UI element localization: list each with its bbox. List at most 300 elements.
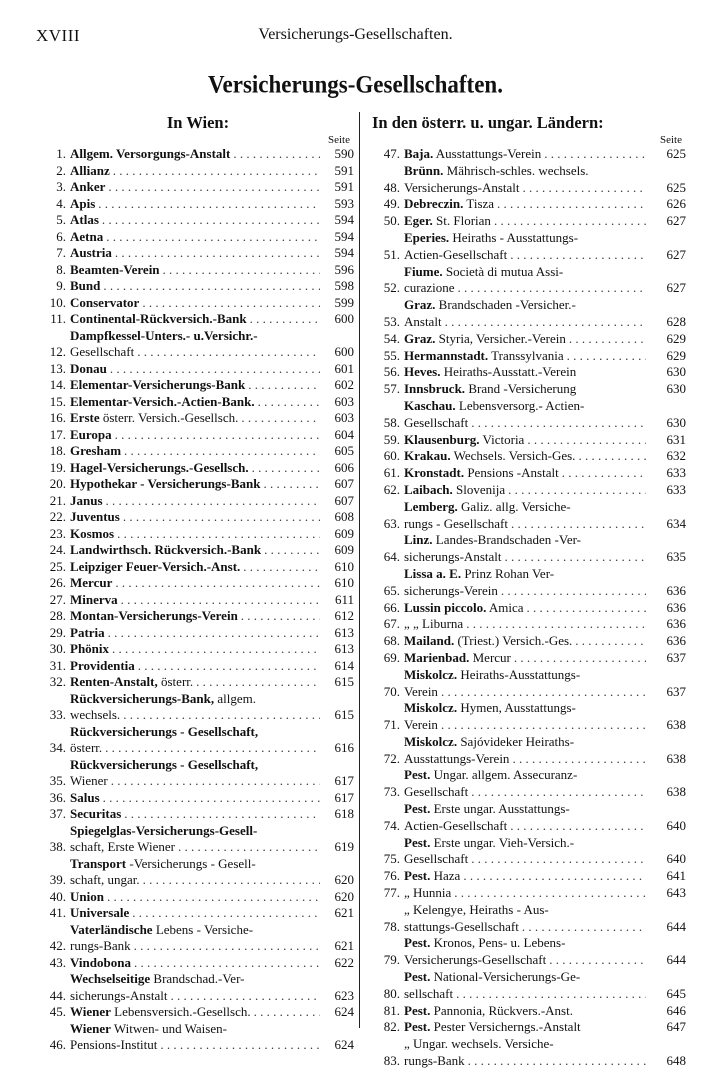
leader-dots	[463, 868, 646, 885]
entry-text	[70, 427, 320, 444]
entry-page-number: 594	[334, 212, 354, 227]
entry-description: National-Versicherungs-Ge-	[430, 969, 581, 985]
list-item	[42, 889, 354, 906]
entry-page-number: 606	[334, 459, 354, 475]
leader-dots	[456, 986, 646, 1003]
list-item	[366, 767, 686, 801]
entry-page-number: 591	[334, 179, 354, 194]
entry-page-number: 634	[666, 515, 686, 531]
entry-page-number: 625	[666, 146, 686, 161]
entry-page-number: 645	[666, 985, 686, 1001]
entry-name: Conservator	[70, 294, 140, 310]
list-item	[42, 460, 354, 477]
entry-description: curazione	[404, 280, 455, 296]
entry-page-number: 603	[334, 393, 354, 409]
entry-name: Pest.	[404, 767, 431, 783]
entry-number: 48.	[383, 179, 400, 195]
entry-page-number: 620	[334, 872, 354, 887]
entry-name: Beamten-Verein	[70, 261, 160, 277]
entry-name: Marienbad.	[404, 649, 470, 665]
leader-dots	[98, 196, 320, 213]
entry-text	[404, 163, 646, 197]
entry-text	[70, 212, 320, 229]
entry-number: 71.	[383, 717, 400, 733]
entry-name: Montan-Versicherungs-Verein	[70, 608, 238, 623]
entry-text	[404, 868, 646, 885]
entry-text	[70, 394, 320, 411]
list-item	[42, 361, 354, 378]
entry-page-number: 596	[334, 261, 354, 277]
entry-text	[70, 790, 320, 807]
leader-dots	[501, 583, 646, 600]
list-item	[366, 700, 686, 734]
entry-name: Patria	[70, 624, 105, 640]
entry-description: stattungs-Gesellschaft	[404, 918, 519, 934]
entry-page-number: 623	[334, 987, 354, 1003]
entry-page-number: 608	[334, 509, 354, 524]
leader-dots	[124, 806, 320, 823]
entry-number: 8.	[56, 261, 66, 277]
entry-number: 53.	[383, 313, 400, 329]
entry-page-number: 627	[666, 280, 686, 296]
entry-number: 18.	[49, 443, 66, 458]
leader-dots	[562, 465, 646, 482]
entry-number: 23.	[49, 525, 66, 541]
entry-page-number: 625	[666, 179, 686, 195]
entry-number: 13.	[49, 360, 66, 376]
entry-description: sicherungs-Anstalt	[404, 549, 502, 565]
leader-dots	[124, 443, 320, 460]
entry-description: österr. Versich.-Gesellsch.	[99, 410, 239, 425]
entry-text	[70, 889, 320, 906]
leader-dots	[494, 213, 646, 230]
entry-number: 82.	[383, 1019, 400, 1035]
entry-description: Actien-Gesellschaft	[404, 246, 508, 262]
entry-name: Miskolcz.	[404, 666, 458, 682]
entry-description: Transsylvania	[488, 347, 564, 363]
entry-description: Ausstattungs-Verein	[433, 146, 542, 161]
entry-number: 62.	[383, 481, 400, 497]
entry-name: Mailand.	[404, 633, 455, 649]
entry-page-number: 630	[666, 381, 686, 397]
entry-description: schaft, ungar.	[70, 872, 140, 887]
entry-page-number: 627	[666, 246, 686, 262]
list-item	[42, 146, 354, 163]
entry-description: Slovenija	[452, 481, 506, 497]
entry-name: Kaschau.	[404, 397, 456, 413]
entry-name: Lussin piccolo.	[404, 599, 487, 615]
entry-page-number: 641	[666, 868, 686, 884]
list-item	[366, 885, 686, 902]
leader-dots	[106, 229, 320, 246]
entry-text	[404, 364, 646, 381]
leader-dots	[569, 331, 646, 348]
list-item	[42, 262, 354, 279]
entry-description: Lebensversich.-Gesellsch.	[110, 1004, 251, 1019]
entry-text	[70, 377, 320, 394]
entry-number: 55.	[383, 347, 400, 363]
leader-dots	[160, 1037, 320, 1054]
entry-name: Allgem. Versorgungs-Anstalt	[70, 146, 231, 161]
entry-number: 69.	[383, 649, 400, 665]
list-item	[366, 667, 686, 701]
entry-number: 61.	[383, 465, 400, 481]
list-item	[366, 381, 686, 398]
list-item	[42, 1004, 354, 1021]
seite-label-right: Seite	[660, 134, 682, 146]
leader-dots	[108, 625, 320, 642]
entry-page-number: 640	[666, 851, 686, 867]
entry-description: Gesellschaft	[70, 344, 135, 359]
entry-page-number: 624	[334, 1037, 354, 1052]
entry-number: 52.	[383, 280, 400, 296]
leader-dots	[523, 180, 646, 197]
list-item	[42, 476, 354, 493]
list-item	[366, 633, 686, 650]
entry-page-number: 594	[334, 245, 354, 260]
entry-name: Spiegelglas-Versicherungs-Gesell-	[70, 822, 258, 838]
entry-page-number: 636	[666, 633, 686, 649]
leader-dots	[510, 247, 646, 264]
leader-dots	[243, 559, 320, 576]
entry-text	[404, 482, 646, 499]
leader-dots	[445, 314, 646, 331]
entry-text	[404, 650, 646, 667]
entry-page-number: 629	[666, 330, 686, 346]
list-item	[366, 364, 686, 381]
leader-dots	[248, 377, 320, 394]
entry-name: Krakau.	[404, 448, 451, 464]
entry-description: Heiraths - Ausstattungs-	[449, 229, 579, 245]
entry-page-number: 643	[666, 885, 686, 901]
list-item	[42, 394, 354, 411]
entry-name: Leipziger Feuer-Versich.-Anst.	[70, 558, 241, 574]
entry-page-number: 591	[334, 162, 354, 178]
list-item	[42, 559, 354, 576]
entry-number: 26.	[49, 575, 66, 590]
entry-text	[404, 600, 646, 617]
entry-page-number: 605	[334, 443, 354, 458]
entry-text	[404, 381, 646, 398]
entry-name: Austria	[70, 245, 112, 260]
entry-page-number: 617	[334, 773, 354, 788]
entry-name: Securitas	[70, 806, 122, 821]
entry-description: Prinz Rohan Ver-	[461, 565, 555, 581]
entry-description: (Triest.) Versich.-Ges.	[454, 633, 573, 649]
entry-number: 44.	[49, 987, 66, 1003]
entry-page-number: 632	[666, 448, 686, 464]
leader-dots	[578, 448, 646, 465]
list-item	[42, 196, 354, 213]
entry-page-number: 594	[334, 228, 354, 244]
list-item	[366, 499, 686, 533]
entry-name: Providentia	[70, 657, 135, 673]
entry-name: Vaterländische	[70, 921, 153, 937]
entry-name: Pest.	[404, 935, 431, 951]
entry-page-number: 624	[334, 1004, 354, 1019]
entry-text	[70, 245, 320, 262]
entry-description: sicherungs-Verein	[404, 582, 498, 598]
leader-dots	[264, 542, 320, 559]
entry-number: 15.	[49, 393, 66, 409]
entry-description: Gesellschaft	[404, 414, 469, 430]
entry-text	[404, 213, 646, 230]
entry-name: Wechselseitige	[70, 971, 151, 986]
leader-dots	[142, 295, 320, 312]
entry-name: Europa	[70, 426, 112, 442]
entry-text	[70, 592, 320, 609]
entry-page-number: 620	[334, 888, 354, 904]
entry-text	[70, 559, 320, 576]
entry-page-number: 638	[666, 784, 686, 800]
list-item	[42, 245, 354, 262]
entry-description: Actien-Gesellschaft	[404, 817, 508, 833]
entry-name: Miskolcz.	[404, 733, 458, 749]
entry-number: 65.	[383, 582, 400, 598]
entry-description: Lebens - Versiche-	[152, 921, 254, 937]
entry-name: Wiener	[70, 1004, 111, 1019]
entry-name: Rückversicherungs - Gesellschaft,	[70, 756, 259, 772]
leader-dots	[241, 608, 320, 625]
list-item	[42, 856, 354, 889]
entry-number: 49.	[383, 196, 400, 212]
entry-page-number: 648	[666, 1053, 686, 1069]
entry-text	[404, 767, 646, 801]
entry-description: Tisza	[463, 196, 495, 212]
leader-dots	[103, 278, 320, 295]
running-header	[36, 26, 675, 50]
page-number: XVIII	[36, 26, 81, 45]
list-item	[42, 229, 354, 246]
entry-description: Landes-Brandschaden -Ver-	[432, 532, 581, 548]
entry-name: Laibach.	[404, 481, 453, 497]
entry-text	[70, 691, 320, 724]
entry-number: 4.	[56, 195, 66, 211]
leader-dots	[134, 955, 320, 972]
entry-name: Pest.	[404, 969, 431, 985]
entry-text	[70, 955, 320, 972]
entry-text	[404, 734, 646, 768]
leader-dots	[575, 633, 646, 650]
entry-description: Ausstattungs-Verein	[404, 750, 510, 766]
entry-name: Vindobona	[70, 954, 131, 970]
entry-text	[404, 1003, 646, 1020]
entry-number: 20.	[49, 476, 66, 491]
entry-page-number: 593	[334, 195, 354, 211]
entry-description: Heiraths-Ausstattungs-	[457, 666, 581, 682]
entry-text	[404, 196, 646, 213]
entry-number: 43.	[49, 954, 66, 970]
entry-description: Verein	[404, 717, 438, 733]
leader-dots	[549, 952, 646, 969]
leader-dots	[511, 516, 646, 533]
entry-name: Salus	[70, 789, 100, 805]
entry-page-number: 617	[334, 789, 354, 805]
entry-text	[70, 608, 320, 625]
entry-text	[404, 398, 646, 432]
entry-description: Sajóvideker Heiraths-	[457, 733, 575, 749]
entry-page-number: 637	[666, 683, 686, 699]
entry-number: 57.	[383, 381, 400, 397]
leader-dots	[121, 592, 320, 609]
list-item	[42, 1021, 354, 1054]
entry-number: 58.	[383, 414, 400, 430]
list-item	[366, 801, 686, 835]
entry-number: 56.	[383, 364, 400, 380]
entry-description: Kronos, Pens- u. Lebens-	[430, 935, 566, 951]
entry-text	[404, 969, 646, 1003]
list-item	[366, 465, 686, 482]
entry-text	[404, 432, 646, 449]
list-item	[42, 179, 354, 196]
entry-name: Hypothekar - Versicherungs-Bank	[70, 476, 261, 491]
entry-name: Heves.	[404, 364, 441, 380]
entry-number: 27.	[49, 591, 66, 607]
entry-number: 66.	[383, 599, 400, 615]
list-item	[366, 935, 686, 969]
entry-name: Elementar-Versicherungs-Bank	[70, 377, 246, 392]
entry-page-number: 598	[334, 278, 354, 293]
list-item	[42, 922, 354, 955]
entry-name: Fiume.	[404, 263, 443, 279]
entry-number: 36.	[49, 789, 66, 805]
entry-page-number: 646	[666, 1002, 686, 1018]
entry-number: 35.	[49, 773, 66, 788]
entry-page-number: 633	[666, 481, 686, 497]
leader-dots	[170, 988, 320, 1005]
list-item	[42, 905, 354, 922]
entry-name: Union	[70, 888, 104, 904]
list-item	[42, 509, 354, 526]
leader-dots	[508, 482, 646, 499]
entry-page-number: 638	[666, 750, 686, 766]
entry-page-number: 619	[334, 839, 354, 854]
entry-description: Pensions -Anstalt	[464, 465, 559, 481]
entry-text	[404, 230, 646, 264]
entry-page-number: 630	[666, 414, 686, 430]
entry-number: 37.	[49, 806, 66, 821]
entry-page-number: 640	[666, 817, 686, 833]
entry-name: Pest.	[404, 1002, 431, 1018]
entry-description: Verein	[404, 683, 438, 699]
entry-name: Miskolcz.	[404, 700, 458, 716]
entry-page-number: 618	[334, 806, 354, 821]
entry-number: 68.	[383, 633, 400, 649]
entry-name: Kronstadt.	[404, 465, 465, 481]
list-item	[366, 1036, 686, 1070]
entry-text	[404, 499, 646, 533]
list-item	[366, 616, 686, 633]
list-item	[42, 443, 354, 460]
entry-page-number: 636	[666, 616, 686, 632]
entry-number: 74.	[383, 817, 400, 833]
entry-text	[404, 801, 646, 835]
leader-dots	[123, 509, 320, 526]
leader-dots	[196, 674, 320, 691]
leader-dots	[471, 784, 646, 801]
entry-number: 78.	[383, 918, 400, 934]
entry-number: 80.	[383, 985, 400, 1001]
entry-name: Allianz	[70, 162, 110, 178]
entry-name: Debreczin.	[404, 196, 464, 212]
leader-dots	[107, 889, 320, 906]
entry-description: Versicherungs-Gesellschaft	[404, 952, 547, 968]
entry-name: Atlas	[70, 212, 99, 227]
entry-page-number: 609	[334, 525, 354, 541]
leader-dots	[113, 163, 320, 180]
entry-page-number: 622	[334, 954, 354, 970]
entry-name: Eger.	[404, 213, 433, 229]
entry-description: wechsels.	[70, 707, 121, 722]
leader-dots	[103, 790, 320, 807]
list-item	[366, 566, 686, 600]
entry-description: Società di mutua Assi-	[442, 263, 564, 279]
leader-dots	[504, 549, 646, 566]
entry-text	[404, 331, 646, 348]
entry-page-number: 612	[334, 608, 354, 623]
entry-page-number: 599	[334, 294, 354, 310]
entry-page-number: 610	[334, 575, 354, 590]
entry-description: Wechsels. Versich-Ges.	[450, 448, 576, 464]
entry-description: Versicherungs-Anstalt	[404, 179, 520, 195]
entry-description: Haza	[430, 868, 461, 884]
entry-name: Juventus	[70, 509, 120, 524]
entry-number: 2.	[56, 162, 66, 178]
entry-description: „ Ungar. wechsels. Versiche-	[404, 1036, 554, 1052]
column-provinces	[366, 112, 686, 1070]
leader-dots	[112, 641, 320, 658]
entry-text	[404, 348, 646, 365]
entry-name: Lissa a. E.	[404, 565, 462, 581]
entry-name: Erste	[70, 410, 100, 425]
list-item	[366, 734, 686, 768]
entry-text	[70, 625, 320, 642]
entry-description: Galiz. allg. Versiche-	[457, 498, 571, 514]
entry-number: 63.	[383, 515, 400, 531]
entry-name: Landwirthsch. Rückversich.-Bank	[70, 542, 262, 557]
entry-text	[70, 443, 320, 460]
leader-dots	[454, 885, 646, 902]
entry-description: allgem.	[214, 690, 256, 706]
entry-text	[70, 757, 320, 790]
entry-text	[404, 885, 646, 902]
leader-dots	[241, 410, 320, 427]
column-vienna	[42, 112, 354, 1054]
entry-text	[70, 460, 320, 477]
list-item	[42, 790, 354, 807]
list-item	[366, 146, 686, 163]
entry-name: Continental-Rückversich.-Bank	[70, 311, 247, 326]
list-item	[366, 1019, 686, 1036]
leader-dots	[178, 839, 320, 856]
entry-number: 81.	[383, 1002, 400, 1018]
leader-dots	[441, 684, 646, 701]
list-item	[42, 163, 354, 180]
entry-description: -Versicherungs - Gesell-	[126, 855, 256, 871]
entry-text	[70, 262, 320, 279]
entry-number: 42.	[49, 938, 66, 953]
entry-page-number: 610	[334, 558, 354, 574]
entry-name: Janus	[70, 492, 103, 508]
leader-dots	[108, 179, 320, 196]
leader-dots	[522, 919, 646, 936]
list-item	[42, 311, 354, 328]
entry-page-number: 630	[666, 364, 686, 380]
list-item	[42, 278, 354, 295]
list-item	[42, 410, 354, 427]
entry-description: Pensions-Institut	[70, 1037, 158, 1052]
entry-number: 3.	[56, 179, 66, 194]
